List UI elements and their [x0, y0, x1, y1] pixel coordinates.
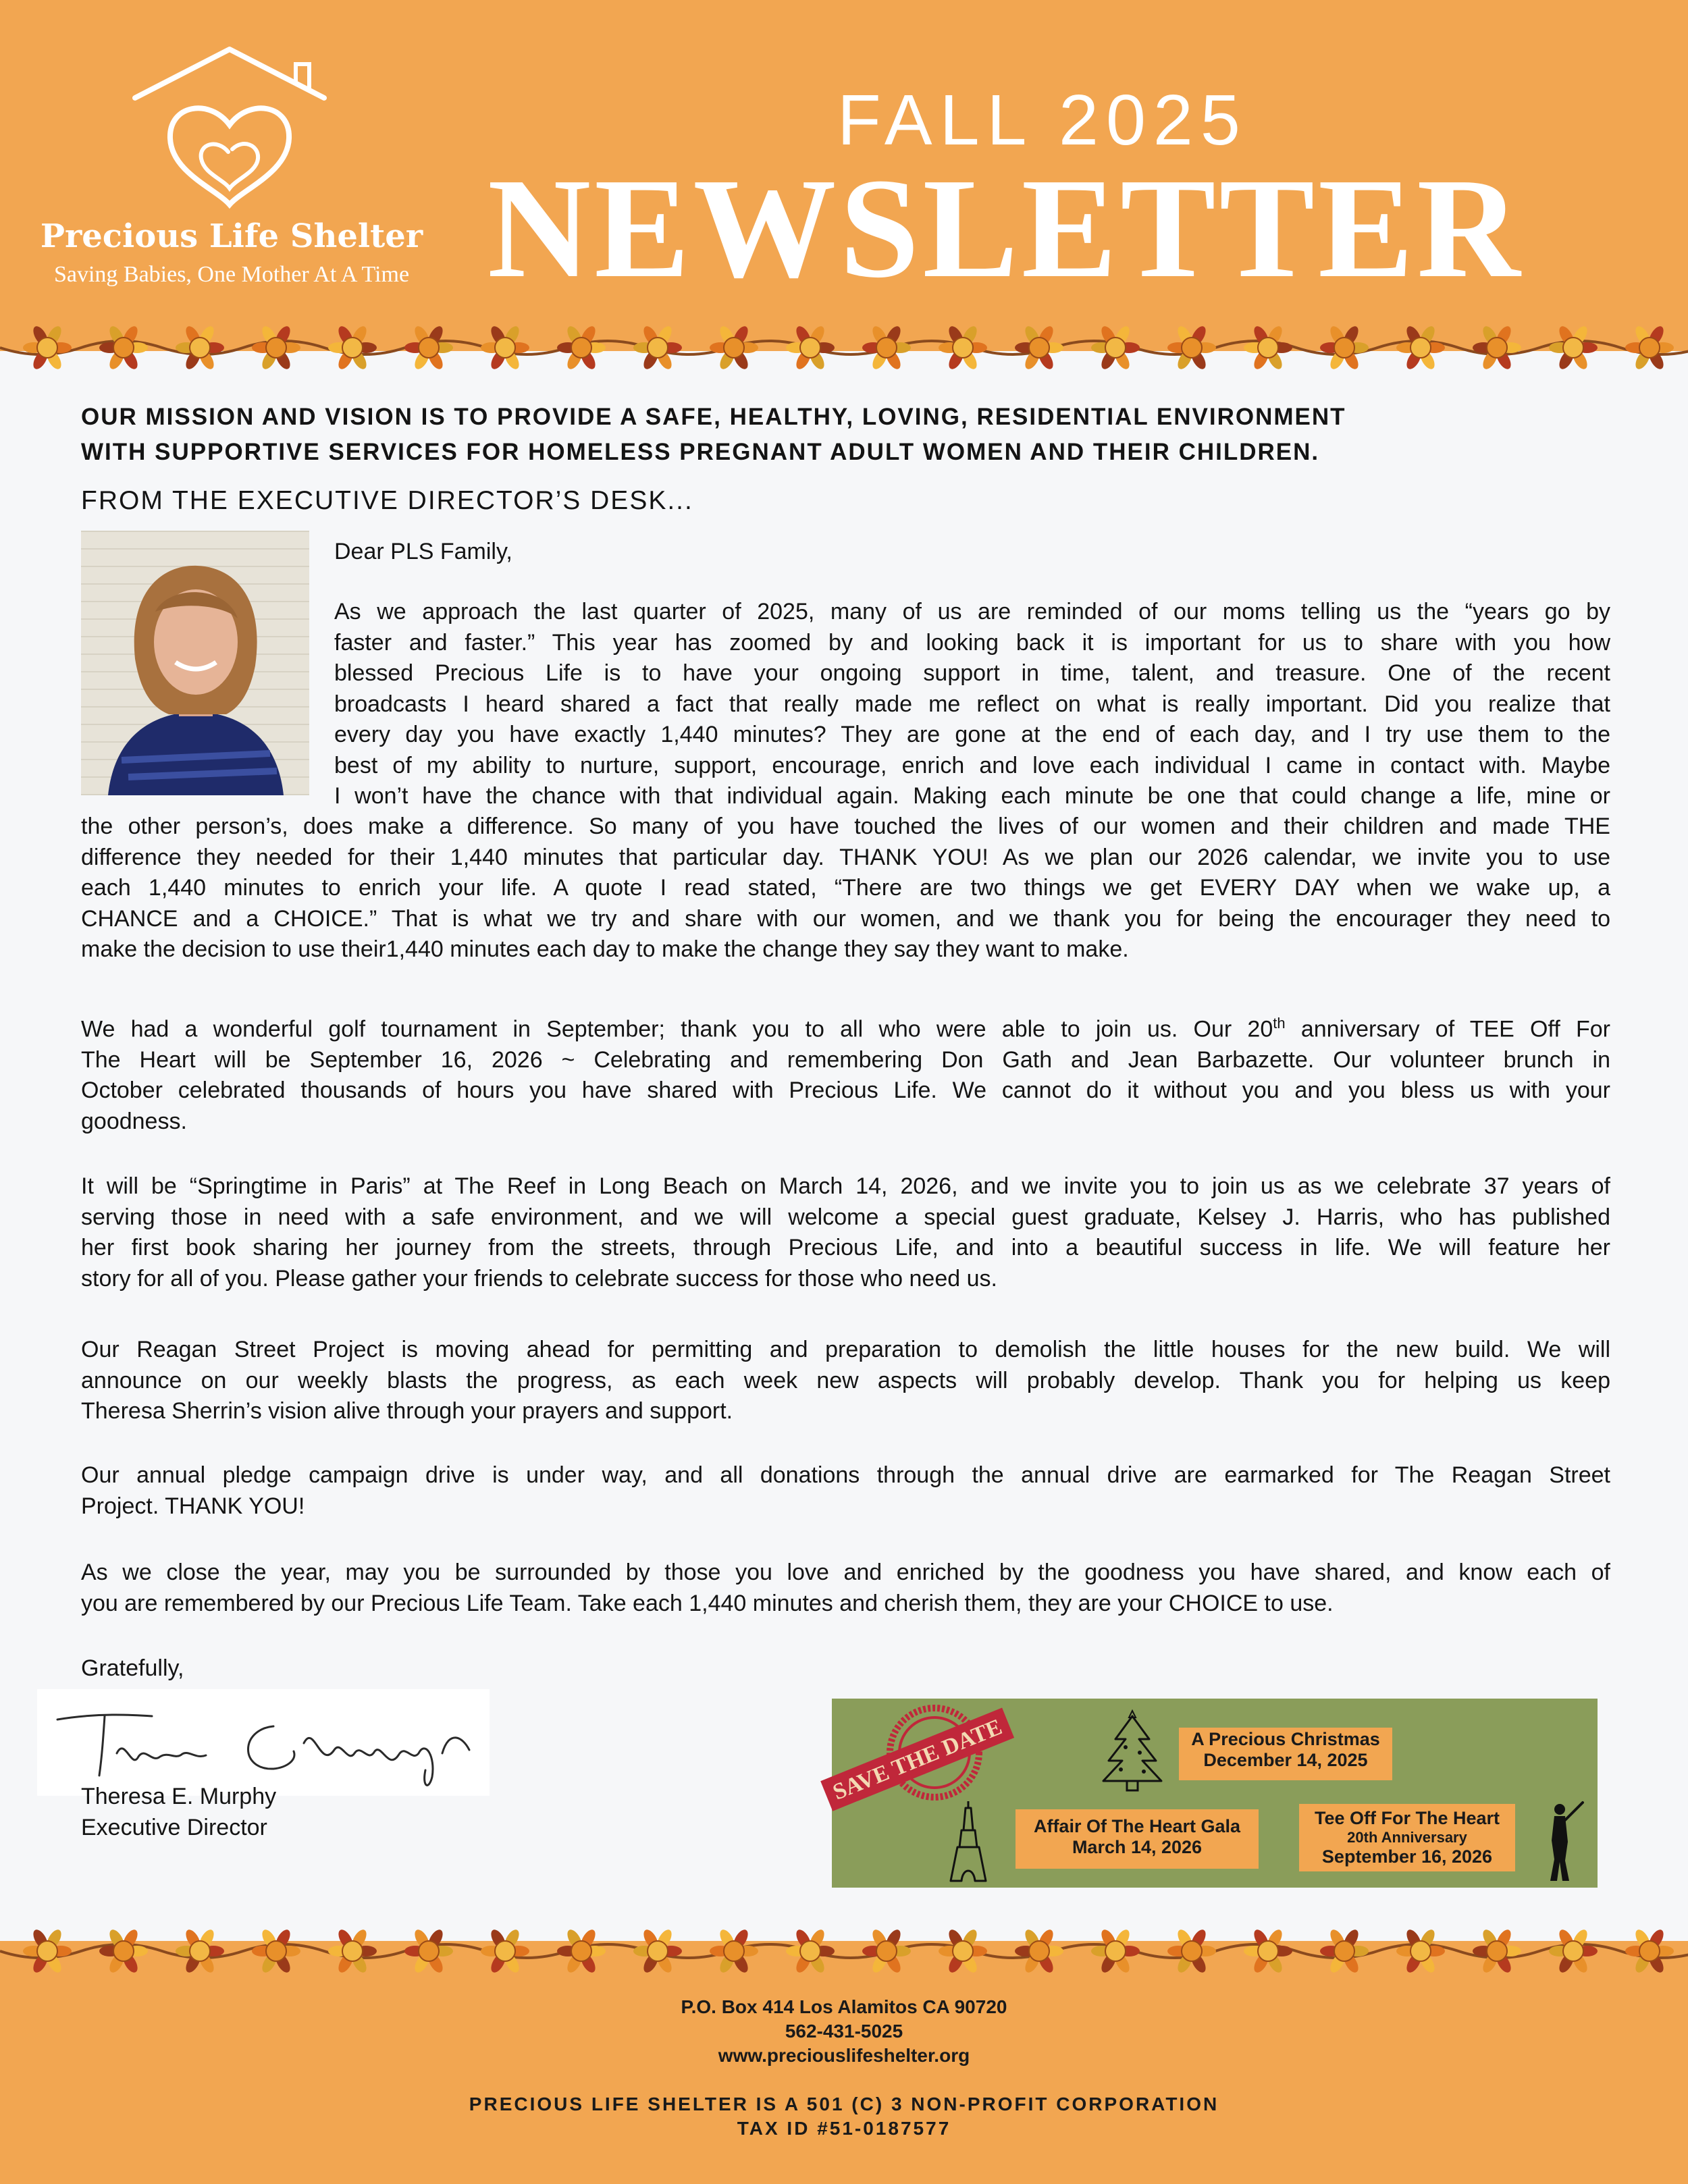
text-line: goodness.: [81, 1108, 187, 1134]
save-the-date-stamp-icon: [813, 1700, 1016, 1815]
header-banner: [0, 0, 1688, 351]
event-name: Tee Off For The Heart: [1314, 1808, 1500, 1828]
leaf-cluster-icon: [1549, 324, 1598, 371]
mission-line: WITH SUPPORTIVE SERVICES FOR HOMELESS PREGNANT ADULT WOMEN AND THEIR CHILDREN.: [81, 439, 1320, 465]
event-date: March 14, 2026: [1072, 1837, 1203, 1857]
director-portrait: [81, 531, 309, 795]
leaf-cluster-icon: [862, 1927, 911, 1975]
text-line: Project. THANK YOU!: [81, 1493, 305, 1519]
leaf-cluster-icon: [1473, 324, 1521, 371]
paragraph-5: [81, 1460, 1610, 1522]
leaf-cluster-icon: [557, 1927, 606, 1975]
footer-website-link[interactable]: www.preciouslifeshelter.org: [718, 2045, 970, 2066]
leaf-cluster-icon: [1473, 1927, 1521, 1975]
paragraph-4: [81, 1335, 1610, 1427]
leaf-cluster-icon: [1015, 324, 1063, 371]
event-name: Affair Of The Heart Gala: [1033, 1816, 1241, 1836]
event-subtitle: 20th Anniversary: [1347, 1829, 1467, 1846]
leaf-cluster-icon: [1244, 1927, 1292, 1975]
leaf-cluster-icon: [1396, 324, 1445, 371]
text-line: As we approach the last quarter of 2025, many of us are reminded of our moms telling us the “years go by: [334, 599, 1610, 624]
text-line: October celebrated thousands of hours you have shared with Precious Life. We cannot do it without you and you bless us with your: [81, 1077, 1610, 1104]
house-heart-logo-icon: [128, 44, 331, 213]
event-date: September 16, 2026: [1321, 1846, 1493, 1867]
salutation: Dear PLS Family,: [334, 539, 512, 564]
leaf-cluster-icon: [1396, 1927, 1445, 1975]
christmas-tree-icon: [1095, 1705, 1169, 1793]
autumn-garland-top: [0, 307, 1688, 388]
autumn-garland-bottom: [0, 1911, 1688, 1992]
leaf-cluster-icon: [633, 324, 682, 371]
paragraph-1: [334, 597, 1610, 812]
text-line: you are remembered by our Precious Life Team. Take each 1,440 minutes and cherish them, they are your CHOICE to use.: [81, 1590, 1334, 1616]
footer-phone[interactable]: 562-431-5025: [785, 2021, 903, 2042]
text-line: every day you have exactly 1,440 minutes? They are gone at the end of each day, and I try use them to the: [334, 722, 1610, 747]
leaf-cluster-icon: [328, 324, 377, 371]
text-line: broadcasts I heard shared a fact that really made me reflect on what is really important. Did you realize that: [334, 691, 1610, 717]
leaf-cluster-icon: [481, 1927, 529, 1975]
text-line: story for all of you. Please gather your friends to celebrate success for those who need us.: [81, 1265, 997, 1291]
org-name: Precious Life Shelter: [40, 217, 423, 255]
event-name: A Precious Christmas: [1191, 1729, 1380, 1749]
text-line: I won’t have the chance with that individual again. Making each minute be one that could change a life, mine or: [334, 783, 1610, 809]
leaf-cluster-icon: [939, 1927, 987, 1975]
leaf-cluster-icon: [99, 1927, 148, 1975]
leaf-cluster-icon: [786, 1927, 835, 1975]
footer-nonprofit: PRECIOUS LIFE SHELTER IS A 501 (C) 3 NON-PROFIT CORPORATION: [469, 2094, 1219, 2114]
leaf-cluster-icon: [404, 324, 453, 371]
text-line: Our Reagan Street Project is moving ahead for permitting and preparation to demolish the little houses for the new build. We will: [81, 1337, 1610, 1362]
leaf-cluster-icon: [939, 324, 987, 371]
text-line: the other person’s, does make a difference. So many of you have touched the lives of our women and their children and made THE: [81, 814, 1610, 839]
event-christmas: [1179, 1728, 1392, 1780]
save-the-date-panel: [829, 1699, 1598, 1888]
leaf-cluster-icon: [1549, 1927, 1598, 1975]
newsletter-title: NEWSLETTER: [487, 149, 1524, 307]
mission-statement: [81, 400, 1607, 470]
leaf-cluster-icon: [176, 1927, 224, 1975]
text-line: serving those in need with a safe environment, and we will welcome a special guest graduate, Kelsey J. Harris, who has published: [81, 1204, 1610, 1230]
leaf-cluster-icon: [23, 1927, 72, 1975]
leaf-cluster-icon: [252, 1927, 300, 1975]
text-line: The Heart will be September 16, 2026 ~ Celebrating and remembering Don Gath and Jean Barbazette. Our volunteer brunch in: [81, 1046, 1610, 1073]
event-date: December 14, 2025: [1203, 1750, 1368, 1770]
leaf-cluster-icon: [23, 324, 72, 371]
footer-contact: [0, 1995, 1688, 2141]
eiffel-tower-icon: [948, 1800, 988, 1884]
event-tee-off: [1299, 1804, 1515, 1871]
text-line: CHANCE and a CHOICE.” That is what we try and share with our women, and we thank you for being the encourager they need to: [81, 905, 1610, 932]
section-heading: FROM THE EXECUTIVE DIRECTOR’S DESK...: [81, 486, 693, 515]
leaf-cluster-icon: [1320, 324, 1369, 371]
org-tagline: Saving Babies, One Mother At A Time: [53, 262, 410, 287]
paragraph-1-continued: [81, 811, 1610, 965]
signer-name: Theresa E. Murphy: [81, 1784, 277, 1809]
paragraph-2: [81, 1008, 1610, 1137]
text-line: We had a wonderful golf tournament in September; thank you to all who were able to join us. Our 20th anniversary of TEE Off For: [81, 1015, 1610, 1042]
golfer-icon: [1534, 1800, 1585, 1884]
mission-line: OUR MISSION AND VISION IS TO PROVIDE A SAFE, HEALTHY, LOVING, RESIDENTIAL ENVIRONMENT: [81, 404, 1346, 430]
text-line: It will be “Springtime in Paris” at The Reef in Long Beach on March 14, 2026, and we invite you to join us as we celebrate 37 years of: [81, 1173, 1610, 1199]
leaf-cluster-icon: [633, 1927, 682, 1975]
signature-image: [37, 1689, 490, 1796]
leaf-cluster-icon: [99, 324, 148, 371]
leaf-cluster-icon: [786, 324, 835, 371]
issue-label: FALL 2025: [837, 80, 1248, 160]
leaf-cluster-icon: [328, 1927, 377, 1975]
leaf-cluster-icon: [1091, 1927, 1140, 1975]
leaf-cluster-icon: [557, 324, 606, 371]
leaf-cluster-icon: [1625, 324, 1674, 371]
closing: Gratefully,: [81, 1655, 184, 1681]
leaf-cluster-icon: [481, 324, 529, 371]
text-line: As we close the year, may you be surrounded by those you love and enriched by the goodness you have shared, and know each of: [81, 1560, 1610, 1585]
text-line: difference they needed for their 1,440 minutes that particular day. THANK YOU! As we plan our 2026 calendar, we invite you to use: [81, 844, 1610, 870]
leaf-cluster-icon: [1625, 1927, 1674, 1975]
leaf-cluster-icon: [710, 1927, 758, 1975]
signer-title: Executive Director: [81, 1815, 267, 1840]
leaf-cluster-icon: [1244, 324, 1292, 371]
text-line: her first book sharing her journey from the streets, through Precious Life, and into a beautiful success in life. We will feature her: [81, 1235, 1610, 1260]
event-gala: [1016, 1809, 1259, 1869]
text-line: make the decision to use their1,440 minutes each day to make the change they say they want to make.: [81, 936, 1129, 962]
leaf-cluster-icon: [252, 324, 300, 371]
leaf-cluster-icon: [710, 324, 758, 371]
text-line: each 1,440 minutes to enrich your life. A quote I read stated, “There are two things we get EVERY DAY when we wake up, a: [81, 875, 1610, 901]
text-line: Our annual pledge campaign drive is under way, and all donations through the annual drive are earmarked for The Reagan Street: [81, 1462, 1610, 1488]
leaf-cluster-icon: [404, 1927, 453, 1975]
text-line: announce on our weekly blasts the progress, as each week new aspects will probably develop. Thank you for helping us keep: [81, 1367, 1610, 1393]
text-line: blessed Precious Life is to have your ongoing support in time, talent, and treasure. One of the recent: [334, 660, 1610, 686]
footer-tax-id: TAX ID #51-0187577: [737, 2118, 951, 2139]
leaf-cluster-icon: [1091, 324, 1140, 371]
leaf-cluster-icon: [862, 324, 911, 371]
leaf-cluster-icon: [176, 324, 224, 371]
leaf-cluster-icon: [1015, 1927, 1063, 1975]
text-line: Theresa Sherrin’s vision alive through your prayers and support.: [81, 1398, 733, 1424]
paragraph-6: [81, 1557, 1610, 1619]
paragraph-3: [81, 1171, 1610, 1294]
text-line: faster and faster.” This year has zoomed by and looking back it is important for us to share with you how: [334, 629, 1610, 656]
leaf-cluster-icon: [1320, 1927, 1369, 1975]
text-line: best of my ability to nurture, support, encourage, enrich and love each individual I came in contact with. Maybe: [334, 752, 1610, 778]
footer-address: P.O. Box 414 Los Alamitos CA 90720: [681, 1996, 1007, 2017]
leaf-cluster-icon: [1167, 324, 1216, 371]
stamp-text: SAVE THE DATE: [829, 1714, 1006, 1805]
leaf-cluster-icon: [1167, 1927, 1216, 1975]
